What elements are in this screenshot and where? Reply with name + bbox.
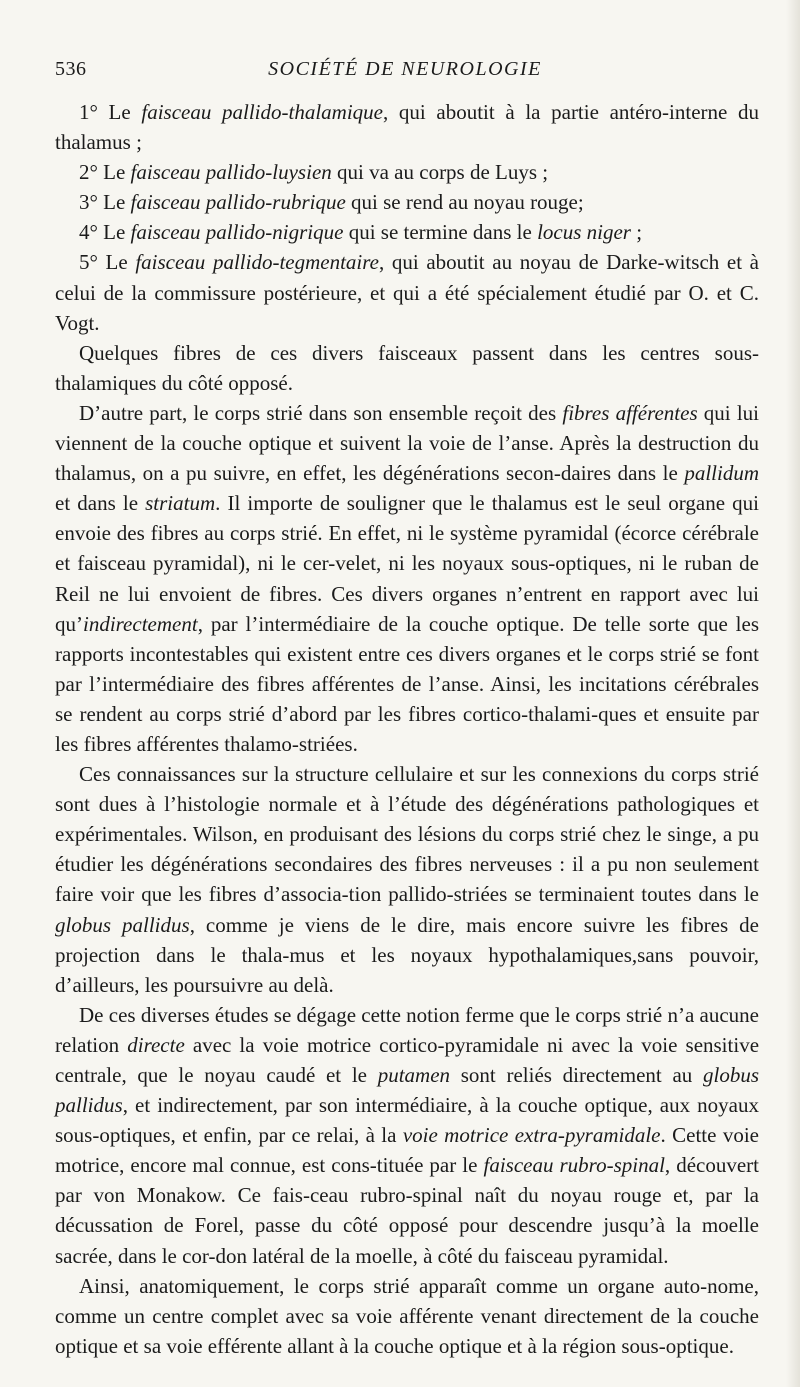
paragraph xyxy=(55,1271,759,1361)
italic-term: locus niger xyxy=(537,220,631,245)
paragraph xyxy=(55,187,759,217)
text-run: , qui aboutit à la partie antéro-interne du thalamus ; xyxy=(55,100,759,155)
italic-term: voie motrice extra-pyramidale xyxy=(402,1123,661,1148)
italic-term: faisceau pallido-nigrique xyxy=(130,220,344,245)
text-run: Ces connaissances sur la structure cellulaire et sur les connexions du corps strié sont dues à l’histologie normale et à l’étude des dégénérations pathologiques et expérimentales. Wilson, en produisant des lésions du corps strié chez le singe, a pu étudier les dégénérations secondaires des fibres nerveuses : il a pu non seulement faire voir que les fibres d’associa-tion pallido-striées se terminaient toutes dans le xyxy=(55,762,759,907)
text-run: 3° Le xyxy=(79,190,131,215)
italic-term: indirectement xyxy=(83,611,198,636)
italic-term: globus pallidus xyxy=(55,1063,760,1118)
text-run: D’autre part, le corps strié dans son ensemble reçoit des xyxy=(79,400,563,425)
italic-term: faisceau pallido-tegmentaire xyxy=(135,250,379,275)
running-title: SOCIÉTÉ DE NEUROLOGIE xyxy=(268,58,542,80)
paragraph xyxy=(55,398,759,759)
paragraph xyxy=(55,1000,759,1271)
text-run: qui va au corps de Luys ; xyxy=(331,160,549,185)
body-text xyxy=(55,97,759,1361)
text-run: et dans le xyxy=(55,491,146,516)
italic-term: pallidum xyxy=(684,461,759,486)
italic-term: fibres afférentes xyxy=(562,400,698,425)
text-run: , et indirectement, par son intermédiaire, à la couche optique, aux noyaux sous-optiques, et enfin, par ce relai, à la xyxy=(55,1093,759,1148)
italic-term: directe xyxy=(127,1032,185,1057)
text-run: Quelques fibres de ces divers faisceaux passent dans les centres sous-thalamiques du côté opposé. xyxy=(55,340,759,395)
text-run: , comme je viens de le dire, mais encore suivre les fibres de projection dans le thala-mus et les noyaux hypothalamiques,sans pouvoir, d’ailleurs, les poursuivre au delà. xyxy=(55,912,759,997)
text-run: qui se termine dans le xyxy=(343,220,538,245)
text-run: , qui aboutit au noyau de Darke-witsch et à celui de la commissure postérieure, et qui a été spécialement étudié par O. et C. Vogt. xyxy=(55,250,760,335)
text-run: 4° Le xyxy=(79,220,131,245)
text-run: sont reliés directement au xyxy=(450,1063,703,1087)
italic-term: faisceau rubro-spinal xyxy=(483,1153,665,1178)
italic-term: putamen xyxy=(377,1063,451,1087)
text-run: , par l’intermédiaire de la couche optique. De telle sorte que les rapports incontestables qui existent entre ces divers organes et le corps strié se font par l’intermédiaire des fibres afférentes de l’anse. Ainsi, les incitations cérébrales se rendent au corps strié d’abord par les fibres cortico-thalami-ques et ensuite par les fibres afférentes thalamo-striées. xyxy=(55,611,759,756)
page-number: 536 xyxy=(55,58,87,80)
page-edge-shadow xyxy=(786,0,800,1387)
text-run: . Il importe de souligner que le thalamus est le seul organe qui envoie des fibres au corps strié. En effet, ni le système pyramidal (écorce cérébrale et faisceau pyramidal), ni le cer-velet, ni les noyaux sous-optiques, ni le ruban de Reil ne lui envoient de fibres. Ces divers organes n’entrent en rapport avec lui qu’ xyxy=(55,491,759,636)
text-run: , découvert par von Monakow. Ce fais-ceau rubro-spinal naît du noyau rouge et, par la décussation de Forel, passe du côté opposé pour descendre jusqu’à la moelle sacrée, dans le cor-don latéral de la moelle, à côté du faisceau pyramidal. xyxy=(55,1153,760,1268)
text-run: Ainsi, anatomiquement, le corps strié apparaît comme un organe auto-nome, comme un centre complet avec sa voie afférente venant directement de la couche optique et sa voie efférente allant à la couche optique et à la région sous-optique. xyxy=(55,1273,759,1358)
text-run: . Cette voie motrice, encore mal connue, est cons-tituée par le xyxy=(55,1123,759,1178)
page-header xyxy=(55,58,755,90)
text-run: 2° Le xyxy=(79,160,131,185)
paragraph xyxy=(55,247,759,337)
paragraph xyxy=(55,97,759,157)
text-run: qui se rend au noyau rouge; xyxy=(345,190,584,215)
text-run: 5° Le xyxy=(79,250,136,275)
italic-term: faisceau pallido-thalamique xyxy=(141,100,383,124)
text-run: avec la voie motrice cortico-pyramidale ni avec la voie sensitive centrale, que le noyau caudé et le xyxy=(55,1032,760,1087)
text-run: 1° Le xyxy=(79,100,142,124)
paragraph xyxy=(55,759,759,1000)
paragraph xyxy=(55,338,759,398)
italic-term: striatum xyxy=(145,491,216,516)
text-run: De ces diverses études se dégage cette notion ferme que le corps strié n’a aucune relation xyxy=(55,1002,759,1057)
text-run: ; xyxy=(630,220,643,245)
paragraph xyxy=(55,157,759,187)
text-run: qui lui viennent de la couche optique et suivent la voie de l’anse. Après la destruction du thalamus, on a pu suivre, en effet, les dégénérations secon-daires dans le xyxy=(55,400,759,486)
italic-term: faisceau pallido-rubrique xyxy=(130,190,346,215)
italic-term: faisceau pallido-luysien xyxy=(130,160,332,185)
italic-term: globus pallidus xyxy=(55,912,190,937)
paragraph xyxy=(55,217,759,247)
